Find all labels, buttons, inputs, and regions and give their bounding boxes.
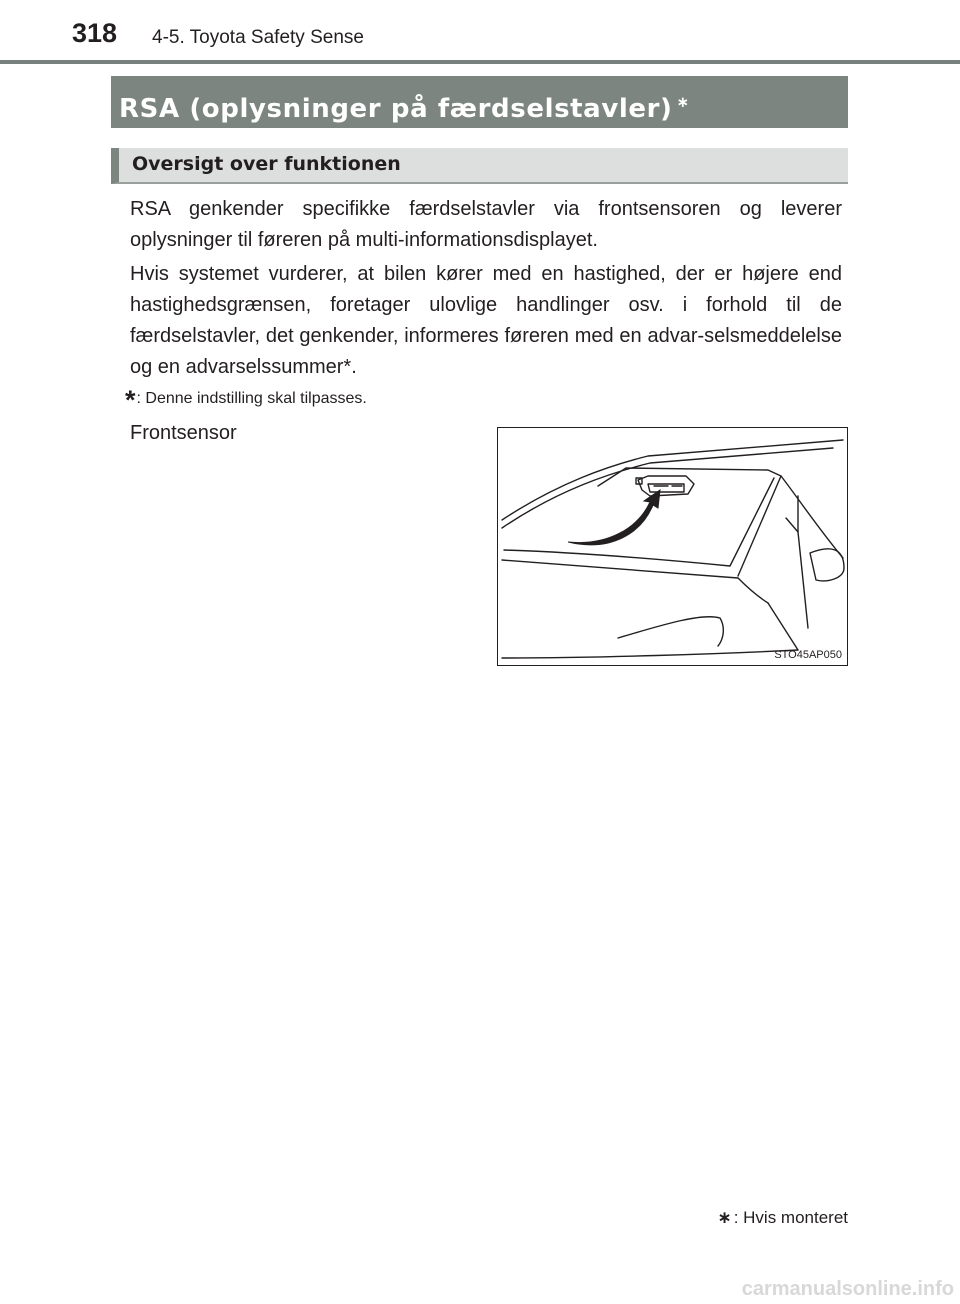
page-number: 318 [72, 18, 118, 48]
section-title-text: RSA (oplysninger på færdselstavler) [119, 93, 673, 124]
footnote [125, 385, 367, 416]
footnote-text: : Denne indstilling skal tilpasses. [136, 390, 367, 407]
page-footnote-marker: ∗ [717, 1208, 732, 1227]
subheading: Oversigt over funktionen [132, 153, 401, 175]
subheading-bar [111, 148, 848, 184]
header-rule [0, 60, 960, 64]
section-title [119, 94, 690, 124]
section-title-bar [111, 76, 848, 128]
page-header [0, 0, 960, 64]
paragraph-intro: RSA genkender specifikke færdselstavler via frontsensoren og leverer oplysninger til føreren på multi-informationsdisplayet. [130, 198, 842, 251]
watermark: carmanualsonline.info [741, 1278, 954, 1300]
page-footnote-text: : Hvis monteret [733, 1208, 848, 1227]
title-star-marker: ∗ [676, 93, 690, 111]
page-footnote [717, 1208, 848, 1228]
windshield-drawing [498, 428, 847, 665]
figure-caption: Frontsensor [130, 422, 237, 444]
footnote-marker: * [125, 385, 136, 415]
front-sensor-illustration [497, 427, 848, 666]
pointer-arrow [568, 490, 660, 545]
paragraph-warning: Hvis systemet vurderer, at bilen kører med en hastighed, der er højere end hastighedsgrænsen, foretager ulovlige handlinger osv. i forhold til de færdselstavler, det genkender, informeres føreren med en advar-selsmeddelelse og en advarselssummer*. [130, 263, 842, 378]
section-path: 4-5. Toyota Safety Sense [152, 27, 364, 48]
figure-code: STO45AP050 [774, 649, 842, 661]
